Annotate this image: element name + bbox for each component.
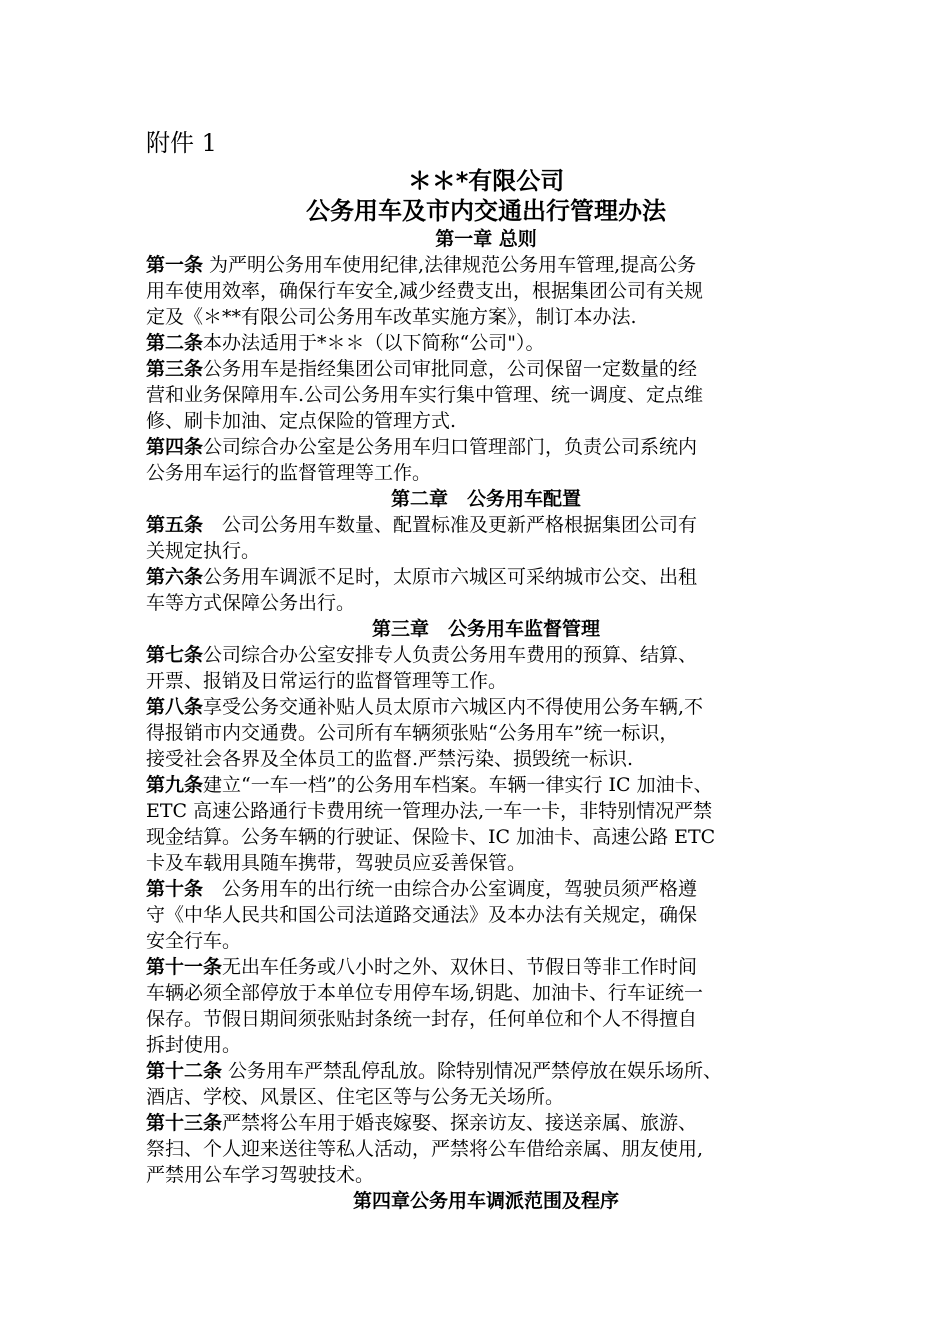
article xyxy=(146,1110,826,1188)
article-line xyxy=(146,876,826,902)
article-label: 第七条 xyxy=(146,644,204,666)
article-line xyxy=(146,330,826,356)
article-line xyxy=(146,746,826,772)
article-label: 第八条 xyxy=(146,696,204,718)
article-text: 公务用车是指经集团公司审批同意，公司保留一定数量的经 xyxy=(203,358,698,380)
article-line xyxy=(146,902,826,928)
article-text: 公司综合办公室安排专人负责公务用车费用的预算、结算、 xyxy=(203,644,698,666)
article-text: 营和业务保障用车.公司公务用车实行集中管理、统一调度、定点维 xyxy=(146,384,704,406)
article-text: 公务用车运行的监督管理等工作。 xyxy=(146,462,432,484)
article-text: 卡及车载用具随车携带，驾驶员应妥善保管。 xyxy=(146,852,527,874)
article-text: 公司公务用车数量、配置标准及更新严格根据集团公司有 xyxy=(203,514,698,536)
article-text: 为严明公务用车使用纪律,法律规范公务用车管理,提高公务 xyxy=(203,254,697,276)
article-text: 享受公务交通补贴人员太原市六城区内不得使用公务车辆,不 xyxy=(203,696,704,718)
article-line xyxy=(146,382,826,408)
article-text: 严禁用公车学习驾驶技术。 xyxy=(146,1164,375,1186)
article-line xyxy=(146,538,826,564)
article-line xyxy=(146,1110,826,1136)
article-label: 第一条 xyxy=(146,254,204,276)
article-text: 拆封使用。 xyxy=(146,1034,242,1056)
article xyxy=(146,876,826,954)
article-text: 公务用车调派不足时，太原市六城区可采纳城市公交、出租 xyxy=(203,566,698,588)
article-text: 本办法适用于*＊＊（以下简称“公司"）。 xyxy=(203,332,545,354)
chapter-heading: 第一章 总则 xyxy=(435,228,537,250)
title-document: 公务用车及市内交通出行管理办法 xyxy=(306,197,666,225)
article-line xyxy=(146,252,826,278)
article xyxy=(146,434,826,486)
article-line xyxy=(146,356,826,382)
article-text: 保存。节假日期间须张贴封条统一封存，任何单位和个人不得擅自 xyxy=(146,1008,698,1030)
article-text: 酒店、学校、风景区、住宅区等与公务无关场所。 xyxy=(146,1086,565,1108)
article-text: 得报销市内交通费。公司所有车辆须张贴“公务用车”统一标识， xyxy=(146,722,679,744)
document-page xyxy=(146,128,826,1214)
article-line xyxy=(146,850,826,876)
chapter-heading: 第二章 公务用车配置 xyxy=(390,488,581,510)
article-line xyxy=(146,668,826,694)
article xyxy=(146,1058,826,1110)
article-line xyxy=(146,408,826,434)
article-line xyxy=(146,1084,826,1110)
article-line xyxy=(146,798,826,824)
article-line xyxy=(146,1006,826,1032)
article-label: 第九条 xyxy=(146,774,204,796)
article-line xyxy=(146,564,826,590)
article-text: 定及《＊**有限公司公务用车改革实施方案》，制订本办法. xyxy=(146,306,637,328)
chapter-heading: 第四章公务用车调派范围及程序 xyxy=(352,1190,619,1212)
article-text: 用车使用效率，确保行车安全,减少经费支出，根据集团公司有关规 xyxy=(146,280,704,302)
article-text: 修、刷卡加油、定点保险的管理方式. xyxy=(146,410,457,432)
article-line xyxy=(146,590,826,616)
article-text: ETC 高速公路通行卡费用统一管理办法,一车一卡，非特别情况严禁 xyxy=(146,800,713,822)
article xyxy=(146,642,826,694)
article-text: 公务用车严禁乱停乱放。除特别情况严禁停放在娱乐场所、 xyxy=(222,1060,723,1082)
article-text: 祭扫、个人迎来送往等私人活动，严禁将公车借给亲属、朋友使用, xyxy=(146,1138,704,1160)
article-label: 第四条 xyxy=(146,436,204,458)
article xyxy=(146,564,826,616)
article-label: 第六条 xyxy=(146,566,204,588)
article-line xyxy=(146,694,826,720)
article-line xyxy=(146,772,826,798)
attachment-label: 附件 1 xyxy=(146,129,217,157)
article-line xyxy=(146,1136,826,1162)
article-text: 公司综合办公室是公务用车归口管理部门，负责公司系统内 xyxy=(203,436,698,458)
chapters-container xyxy=(146,226,826,1214)
article-line xyxy=(146,1058,826,1084)
article-line xyxy=(146,928,826,954)
article-line xyxy=(146,1032,826,1058)
article-text: 建立“一车一档”的公务用车档案。车辆一律实行 IC 加油卡、 xyxy=(203,774,713,796)
article-text: 开票、报销及日常运行的监督管理等工作。 xyxy=(146,670,508,692)
article-line xyxy=(146,980,826,1006)
article-text: 无出车任务或八小时之外、双休日、节假日等非工作时间 xyxy=(222,956,698,978)
article-line xyxy=(146,954,826,980)
article-text: 关规定执行。 xyxy=(146,540,261,562)
chapter-heading: 第三章 公务用车监督管理 xyxy=(371,618,600,640)
article-label: 第三条 xyxy=(146,358,204,380)
article-line xyxy=(146,720,826,746)
article-line xyxy=(146,460,826,486)
article xyxy=(146,356,826,434)
article-label: 第五条 xyxy=(146,514,204,536)
article xyxy=(146,252,826,330)
article-text: 守《中华人民共和国公司法道路交通法》及本办法有关规定，确保 xyxy=(146,904,698,926)
article-text: 车等方式保障公务出行。 xyxy=(146,592,356,614)
article xyxy=(146,330,826,356)
article xyxy=(146,772,826,876)
article-label: 第十条 xyxy=(146,878,204,900)
article-line xyxy=(146,304,826,330)
article xyxy=(146,512,826,564)
article-line xyxy=(146,434,826,460)
article-label: 第十一条 xyxy=(146,956,223,978)
article-line xyxy=(146,512,826,538)
article-line xyxy=(146,1162,826,1188)
article-text: 安全行车。 xyxy=(146,930,242,952)
article-text: 公务用车的出行统一由综合办公室调度，驾驶员须严格遵 xyxy=(203,878,698,900)
article-label: 第十二条 xyxy=(146,1060,223,1082)
article-text: 车辆必须全部停放于本单位专用停车场,钥匙、加油卡、行车证统一 xyxy=(146,982,704,1004)
article-line xyxy=(146,642,826,668)
article-label: 第十三条 xyxy=(146,1112,223,1134)
article-text: 现金结算。公务车辆的行驶证、保险卡、IC 加油卡、高速公路 ETC xyxy=(146,826,716,848)
article-line xyxy=(146,278,826,304)
article-text: 严禁将公车用于婚丧嫁娶、探亲访友、接送亲属、旅游、 xyxy=(222,1112,698,1134)
article xyxy=(146,954,826,1058)
article-text: 接受社会各界及全体员工的监督.严禁污染、损毁统一标识. xyxy=(146,748,634,770)
title-company: ＊＊*有限公司 xyxy=(407,167,565,195)
article-label: 第二条 xyxy=(146,332,204,354)
article-line xyxy=(146,824,826,850)
article xyxy=(146,694,826,772)
